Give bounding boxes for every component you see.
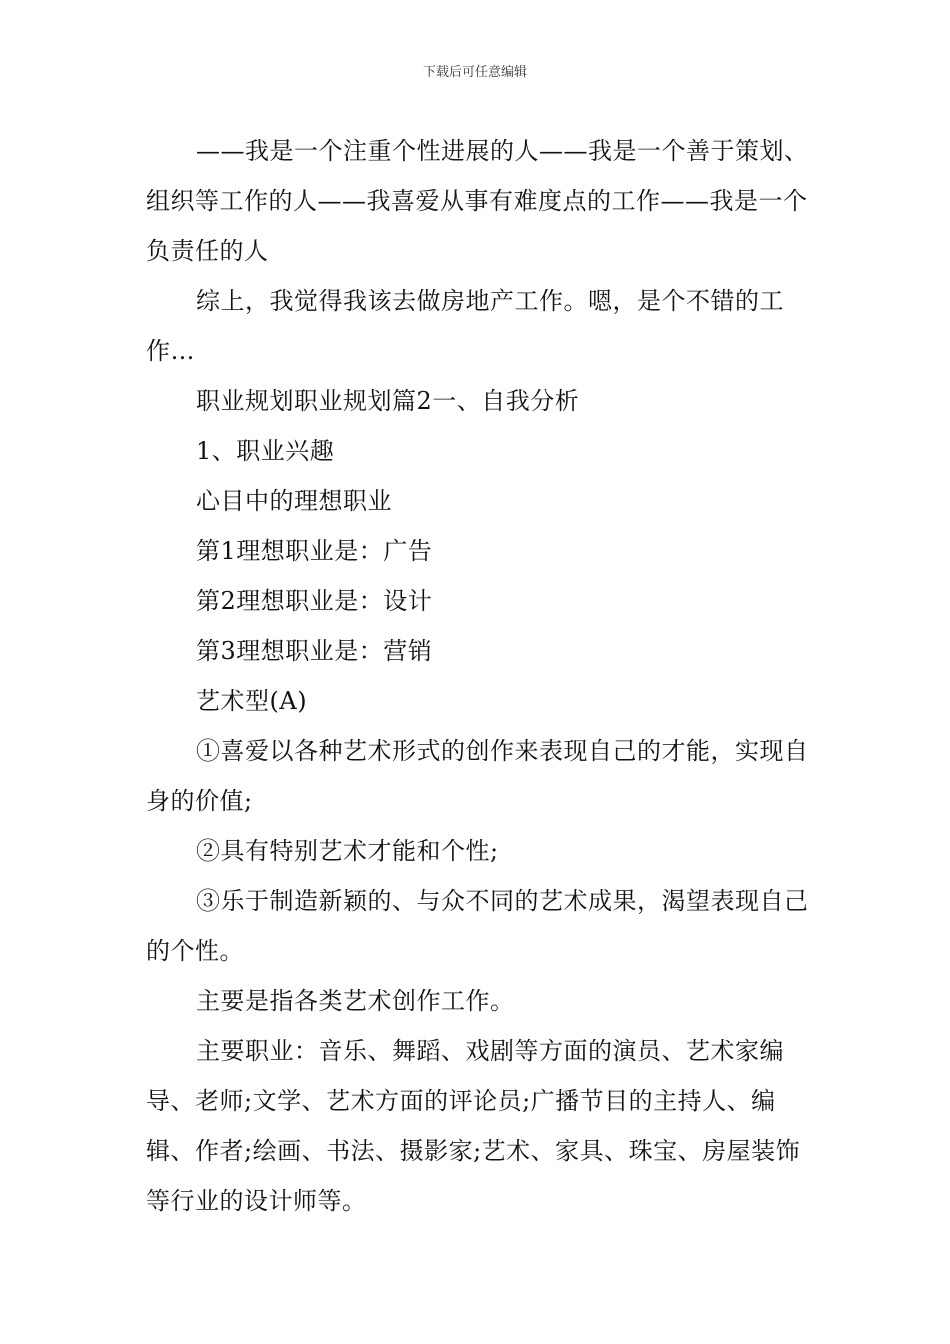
- paragraph-personality-traits: ——我是一个注重个性进展的人——我是一个善于策划、组织等工作的人——我喜爱从事有难度点的工作——我是一个负责任的人: [146, 137, 809, 265]
- subheading-artistic-type: 艺术型(A): [196, 687, 308, 715]
- list-item-ideal-career-1: 第1理想职业是：广告: [196, 537, 433, 565]
- document-body: [146, 126, 816, 1226]
- page-header: 下载后可任意编辑: [422, 65, 527, 80]
- list-item-ideal-career-2: 第2理想职业是：设计: [196, 587, 433, 615]
- subheading-career-interest: 1、职业兴趣: [196, 437, 335, 465]
- list-item-trait-1: ①喜爱以各种艺术形式的创作来表现自己的才能，实现自身的价值;: [146, 737, 809, 815]
- paragraph-work-description: 主要是指各类艺术创作工作。: [196, 987, 515, 1015]
- paragraph-conclusion: 综上，我觉得我该去做房地产工作。嗯，是个不错的工作…: [146, 287, 784, 365]
- paragraph-main-occupations: 主要职业：音乐、舞蹈、戏剧等方面的演员、艺术家编导、老师;文学、艺术方面的评论员;广播节目的主持人、编辑、作者;绘画、书法、摄影家;艺术、家具、珠宝、房屋装饰等行业的设计师等。: [146, 1037, 801, 1215]
- list-item-ideal-career-3: 第3理想职业是：营销: [196, 637, 433, 665]
- list-item-trait-3: ③乐于制造新颖的、与众不同的艺术成果，渴望表现自己的个性。: [146, 887, 809, 965]
- paragraph-ideal-career-title: 心目中的理想职业: [196, 487, 392, 515]
- section-heading-self-analysis: 职业规划职业规划篇2一、自我分析: [196, 387, 580, 415]
- list-item-trait-2: ②具有特别艺术才能和个性;: [196, 837, 499, 865]
